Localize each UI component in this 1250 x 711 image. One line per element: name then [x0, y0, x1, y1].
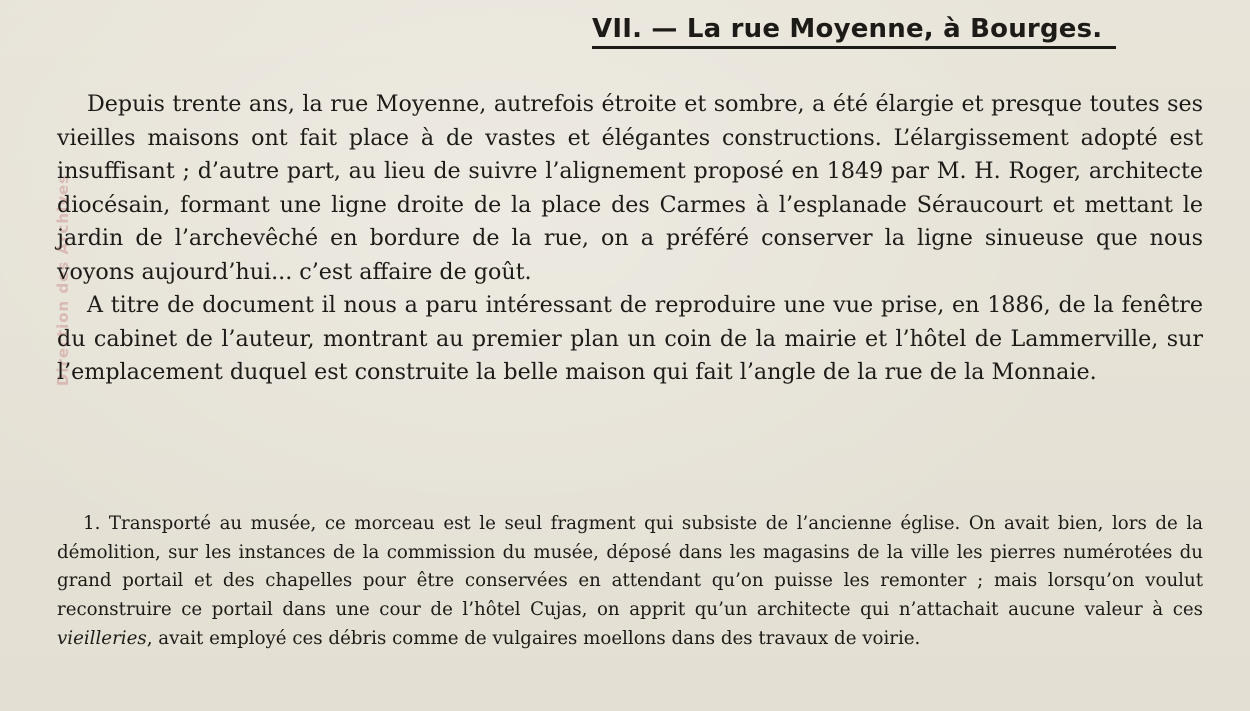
footnote-text-end: , avait employé ces débris comme de vulgaires moellons dans des travaux de voirie. — [146, 627, 921, 649]
section-heading-text: VII. — La rue Moyenne, à Bourges. — [592, 14, 1103, 44]
main-text — [57, 88, 1203, 390]
footnote-text-start: 1. Transporté au musée, ce morceau est le seul fragment qui subsiste de l’ancienne église. On avait bien, lors de la démolition, sur les instances de la commission du musée, déposé dans les magasins de la ville les pierres numérotées du grand portail et des chapelles pour être conservées en attendant qu’on puisse les remonter ; mais lorsqu’on voulut reconstruire ce portail dans une cour de l’hôtel Cujas, on apprit qu’un architecte qui n’attachait aucune valeur à ces — [57, 513, 1203, 621]
paragraph-1: Depuis trente ans, la rue Moyenne, autrefois étroite et sombre, a été élargie et presque toutes ses vieilles maisons ont fait place à de vastes et élégantes constructions. L’élargissement adopté est insuffisant ; d’autre part, au lieu de suivre l’alignement proposé en 1849 par M. H. Roger, architecte diocésain, formant une ligne droite de la place des Carmes à l’esplanade Séraucourt et mettant le jardin de l’archevêché en bordure de la rue, on a préféré conserver la ligne sinueuse que nous voyons aujourd’hui... c’est affaire de goût. — [57, 91, 1203, 285]
footnote — [57, 510, 1203, 654]
section-heading — [592, 14, 1116, 49]
paragraph-2: A titre de document il nous a paru intéressant de reproduire une vue prise, en 1886, de la fenêtre du cabinet de l’auteur, montrant au premier plan un coin de la mairie et l’hôtel de Lammerville, sur l’emplacement duquel est construite la belle maison qui fait l’angle de la rue de la Monnaie. — [57, 292, 1203, 385]
watermark-text: Direction des Archives — [54, 173, 72, 387]
footnote-paragraph — [57, 510, 1203, 654]
footnote-italic-word: vieilleries — [57, 627, 147, 649]
